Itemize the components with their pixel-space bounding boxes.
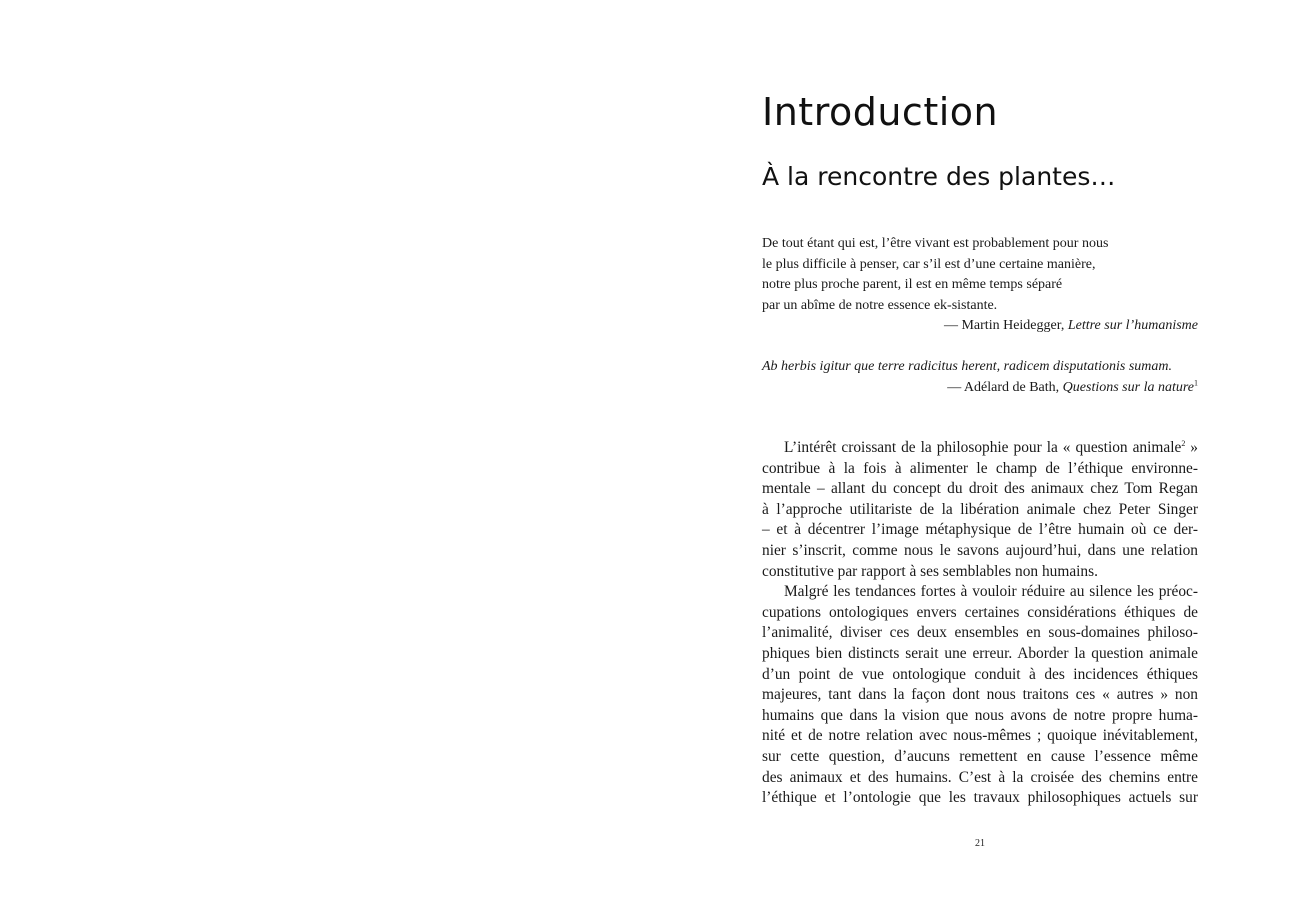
- left-page-blank: [0, 0, 652, 913]
- epigraph-line: notre plus proche parent, il est en même temps séparé: [762, 277, 1063, 293]
- text-line: mentale – allant du concept du droit des animaux chez Tom Regan: [762, 480, 1198, 498]
- text-line: l’éthique et l’ontologie que les travaux philosophiques actuels sur: [762, 789, 1198, 807]
- epigraph-line: le plus difficile à penser, car s’il est d’une certaine manière,: [762, 256, 1096, 272]
- text-line: Malgré les tendances fortes à vouloir réduire au silence les préoc-: [784, 583, 1198, 601]
- epigraph-attribution: [762, 316, 1198, 337]
- epigraph-heidegger: [762, 234, 1198, 337]
- footnote-ref[interactable]: 1: [1194, 377, 1198, 387]
- attribution-work: Questions sur la nature: [1062, 379, 1194, 395]
- text-line: des animaux et des humains. C’est à la croisée des chemins entre: [762, 768, 1198, 786]
- text-line: nier s’inscrit, comme nous le savons aujourd’hui, dans une relation: [762, 541, 1198, 559]
- text-line: sur cette question, d’aucuns remettent en cause l’essence même: [762, 747, 1198, 765]
- paragraph-1: [762, 438, 1198, 582]
- text-line: humains que dans la vision que nous avons de notre propre huma-: [762, 706, 1198, 724]
- epigraph-line: par un abîme de notre essence ek-sistante.: [762, 297, 998, 313]
- epigraph-attribution: [762, 378, 1198, 399]
- text-line: – et à décentrer l’image métaphysique de l’être humain où ce der-: [762, 521, 1198, 539]
- text-line: contribue à la fois à alimenter le champ de l’éthique environne-: [762, 459, 1198, 477]
- text-line: [762, 438, 1198, 459]
- attribution-author: — Martin Heidegger,: [943, 318, 1068, 334]
- epigraph-latin-quote: Ab herbis igitur que terre radicitus herent, radicem disputationis sumam.: [762, 359, 1172, 374]
- text-line: cupations ontologiques envers certaines considérations éthiques de: [762, 603, 1198, 621]
- page-number: 21: [975, 838, 985, 849]
- text-line: constitutive par rapport à ses semblables non humains.: [762, 562, 1098, 580]
- text-line: à l’approche utilitariste de la libération animale chez Peter Singer: [762, 500, 1198, 518]
- text-segment: L’intérêt croissant de la philosophie pour la « question animale: [784, 439, 1182, 456]
- text-line: nité et de notre relation avec nous-mêmes ; quoique inévitablement,: [762, 727, 1198, 745]
- attribution-work: Lettre sur l’humanisme: [1067, 318, 1198, 334]
- text-line: phiques bien distincts serait une erreur. Aborder la question animale: [762, 644, 1198, 662]
- chapter-title: Introduction: [762, 90, 999, 134]
- text-line: l’animalité, diviser ces deux ensembles en sous-domaines philoso-: [762, 624, 1198, 642]
- body-text: [762, 438, 1198, 809]
- chapter-subtitle: À la rencontre des plantes…: [762, 162, 1116, 191]
- text-line: d’un point de vue ontologique conduit à des incidences éthiques: [762, 665, 1198, 683]
- attribution-author: — Adélard de Bath,: [947, 379, 1063, 395]
- text-segment: »: [1185, 439, 1198, 456]
- paragraph-2: [762, 582, 1198, 809]
- text-line: majeures, tant dans la façon dont nous traitons ces « autres » non: [762, 686, 1198, 704]
- epigraph-adelard: [762, 357, 1198, 398]
- footnote-ref[interactable]: 2: [1181, 438, 1186, 448]
- epigraph-line: De tout étant qui est, l’être vivant est probablement pour nous: [762, 236, 1109, 251]
